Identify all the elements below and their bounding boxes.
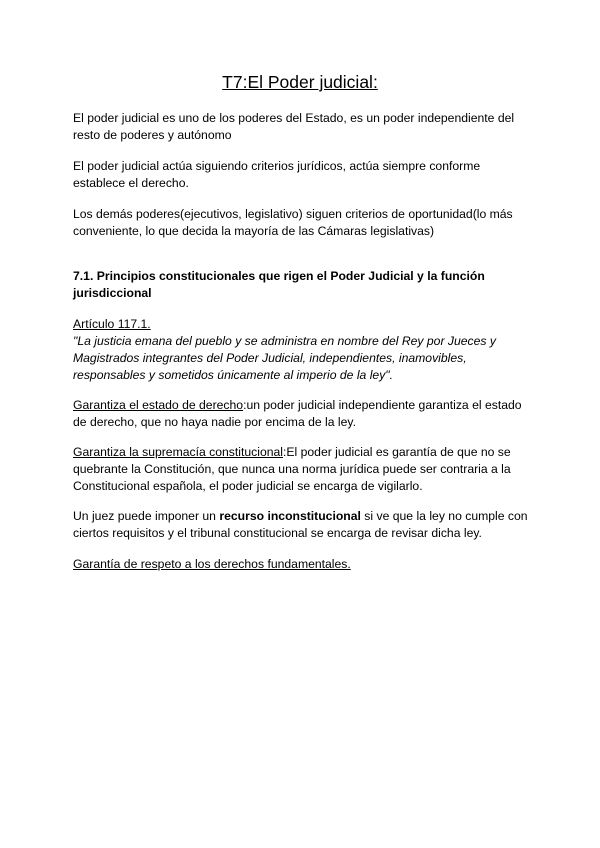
guarantee-constitutional-supremacy-paragraph (73, 444, 543, 495)
judge-text-pre: Un juez puede imponer un (73, 509, 220, 523)
intro-paragraph-1-line-1: El poder judicial es uno de los poderes del Estado, es un poder independiente del (73, 111, 515, 125)
intro-paragraph-2 (73, 158, 543, 192)
judge-paragraph (73, 508, 543, 542)
intro-paragraph-1 (73, 110, 543, 144)
judge-text-post: si ve que la ley no cumple con (360, 509, 528, 523)
intro-paragraph-3-line-1: Los demás poderes(ejecutivos, legislativo) siguen criterios de oportunidad(lo más (73, 207, 513, 221)
intro-paragraph-3-line-2: conveniente, lo que decida la mayoría de las Cámaras legislativas) (73, 224, 435, 238)
intro-paragraph-3 (73, 206, 543, 240)
guarantee-constitutional-supremacy-text-1: :El poder judicial es garantía de que no se (283, 445, 511, 459)
guarantee-fundamental-rights-paragraph (73, 556, 543, 573)
intro-paragraph-1-line-2: resto de poderes y autónomo (73, 128, 232, 142)
intro-paragraph-2-line-2: establece el derecho. (73, 176, 189, 190)
intro-paragraph-2-line-1: El poder judicial actúa siguiendo criterios jurídicos, actúa siempre conforme (73, 159, 481, 173)
article-quote-line-1: "La justicia emana del pueblo y se administra en nombre del Rey por Jueces y (73, 334, 496, 348)
guarantee-fundamental-rights-label: Garantía de respeto a los derechos fundamentales. (73, 557, 351, 571)
guarantee-constitutional-supremacy-text-2: quebrante la Constitución, que nunca una norma jurídica puede ser contraria a la (73, 462, 511, 476)
guarantee-rule-of-law-text-1: :un poder judicial independiente garantiza el estado (243, 398, 522, 412)
article-block (73, 316, 543, 384)
guarantee-constitutional-supremacy-text-3: Constitucional española, el poder judicial se encarga de vigilarlo. (73, 479, 423, 493)
section-heading-line-1: 7.1. Principios constitucionales que rigen el Poder Judicial y la función (73, 269, 485, 283)
article-quote-line-3: responsables y sometidos únicamente al imperio de la ley". (73, 368, 394, 382)
section-heading-line-2: jurisdiccional (73, 286, 152, 300)
document-title: T7:El Poder judicial: (222, 72, 378, 92)
guarantee-constitutional-supremacy-label: Garantiza la supremacía constitucional (73, 445, 284, 459)
guarantee-rule-of-law-text-2: de derecho, que no haya nadie por encima de la ley. (73, 415, 356, 429)
article-label: Artículo 117.1. (73, 317, 151, 331)
guarantee-rule-of-law-paragraph (73, 397, 543, 431)
section-heading (73, 268, 543, 302)
judge-text-line-2: ciertos requisitos y el tribunal constitucional se encarga de revisar dicha ley. (73, 526, 482, 540)
article-quote-line-2: Magistrados integrantes del Poder Judicial, independientes, inamovibles, (73, 351, 467, 365)
judge-text-bold: recurso inconstitucional (219, 509, 361, 523)
guarantee-rule-of-law-label: Garantiza el estado de derecho (73, 398, 244, 412)
